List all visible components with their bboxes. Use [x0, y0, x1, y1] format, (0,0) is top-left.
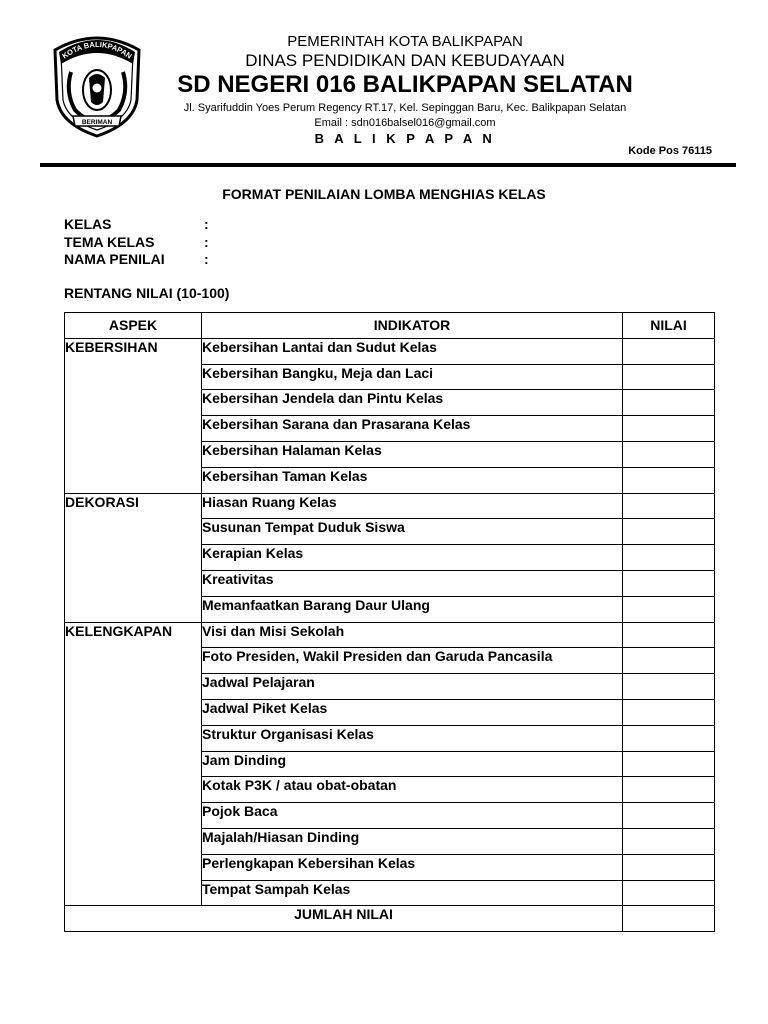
field-colon: : [204, 216, 209, 232]
score-cell[interactable] [623, 777, 715, 803]
field-label: TEMA KELAS [64, 233, 155, 250]
indicator-cell: Perlengkapan Kebersihan Kelas [202, 854, 623, 880]
score-cell[interactable] [623, 596, 715, 622]
indicator-cell: Jadwal Piket Kelas [202, 699, 623, 725]
indicator-cell: Tempat Sampah Kelas [202, 880, 623, 906]
field-colon: : [204, 251, 209, 267]
field-label: KELAS [64, 216, 112, 232]
letterhead-city: B A L I K P A P A N [314, 131, 496, 146]
indicator-cell: Kerapian Kelas [202, 545, 623, 571]
letterhead-email: Email : sdn016balsel016@gmail.com [314, 117, 496, 129]
indicator-cell: Struktur Organisasi Kelas [202, 725, 623, 751]
score-cell[interactable] [623, 441, 715, 467]
score-cell[interactable] [623, 390, 715, 416]
indicator-cell: Kebersihan Sarana dan Prasarana Kelas [202, 416, 623, 442]
score-cell[interactable] [623, 854, 715, 880]
score-cell[interactable] [623, 467, 715, 493]
indicator-cell: Kebersihan Halaman Kelas [202, 441, 623, 467]
header-nilai: NILAI [623, 313, 715, 339]
indicator-cell: Kebersihan Jendela dan Pintu Kelas [202, 390, 623, 416]
letterhead-address: Jl. Syarifuddin Yoes Perum Regency RT.17, Kel. Sepinggan Baru, Kec. Balikpapan Selatan [183, 102, 627, 114]
score-cell[interactable] [623, 674, 715, 700]
indicator-cell: Kebersihan Lantai dan Sudut Kelas [202, 338, 623, 364]
letterhead-government: PEMERINTAH KOTA BALIKPAPAN [287, 33, 523, 50]
field-tema-kelas [64, 234, 209, 252]
header-indikator: INDIKATOR [202, 313, 623, 339]
total-score-cell[interactable] [623, 906, 715, 932]
indicator-cell: Pojok Baca [202, 803, 623, 829]
table-header-row [65, 313, 715, 339]
letterhead-school-name: SD NEGERI 016 BALIKPAPAN SELATAN [177, 71, 633, 98]
field-nama-penilai [64, 251, 209, 269]
score-cell[interactable] [623, 803, 715, 829]
city-crest-logo [49, 30, 145, 138]
total-label: JUMLAH NILAI [65, 906, 623, 932]
indicator-cell: Majalah/Hiasan Dinding [202, 828, 623, 854]
indicator-cell: Kebersihan Taman Kelas [202, 467, 623, 493]
table-row [65, 338, 715, 364]
total-row [65, 906, 715, 932]
score-cell[interactable] [623, 648, 715, 674]
table-row [65, 622, 715, 648]
score-cell[interactable] [623, 338, 715, 364]
score-cell[interactable] [623, 519, 715, 545]
score-cell[interactable] [623, 880, 715, 906]
aspek-kelengkapan: KELENGKAPAN [65, 622, 202, 906]
form-title: FORMAT PENILAIAN LOMBA MENGHIAS KELAS [222, 186, 546, 202]
header-aspek: ASPEK [65, 313, 202, 339]
svg-text:BERIMAN: BERIMAN [81, 119, 113, 126]
field-colon: : [204, 233, 209, 250]
assessment-table [64, 312, 715, 932]
score-cell[interactable] [623, 622, 715, 648]
indicator-cell: Susunan Tempat Duduk Siswa [202, 519, 623, 545]
indicator-cell: Kebersihan Bangku, Meja dan Laci [202, 364, 623, 390]
score-cell[interactable] [623, 416, 715, 442]
score-cell[interactable] [623, 545, 715, 571]
indicator-cell: Foto Presiden, Wakil Presiden dan Garuda Pancasila [202, 648, 623, 674]
aspek-dekorasi: DEKORASI [65, 493, 202, 622]
indicator-cell: Memanfaatkan Barang Daur Ulang [202, 596, 623, 622]
letterhead-divider [40, 163, 736, 167]
indicator-cell: Hiasan Ruang Kelas [202, 493, 623, 519]
score-cell[interactable] [623, 364, 715, 390]
score-cell[interactable] [623, 828, 715, 854]
indicator-cell: Jam Dinding [202, 751, 623, 777]
aspek-kebersihan: KEBERSIHAN [65, 338, 202, 493]
indicator-cell: Kotak P3K / atau obat-obatan [202, 777, 623, 803]
form-fields [64, 216, 209, 269]
field-kelas [64, 216, 209, 234]
table-row [65, 493, 715, 519]
indicator-cell: Jadwal Pelajaran [202, 674, 623, 700]
postal-code: Kode Pos 76115 [628, 145, 712, 157]
score-cell[interactable] [623, 725, 715, 751]
score-cell[interactable] [623, 570, 715, 596]
indicator-cell: Kreativitas [202, 570, 623, 596]
svg-text:KOTA BALIKPAPAN: KOTA BALIKPAPAN [60, 39, 134, 61]
indicator-cell: Visi dan Misi Sekolah [202, 622, 623, 648]
letterhead-department: DINAS PENDIDIKAN DAN KEBUDAYAAN [245, 51, 565, 70]
score-cell[interactable] [623, 699, 715, 725]
score-range-label: RENTANG NILAI (10-100) [64, 285, 230, 301]
field-label: NAMA PENILAI [64, 251, 165, 267]
score-cell[interactable] [623, 493, 715, 519]
score-cell[interactable] [623, 751, 715, 777]
